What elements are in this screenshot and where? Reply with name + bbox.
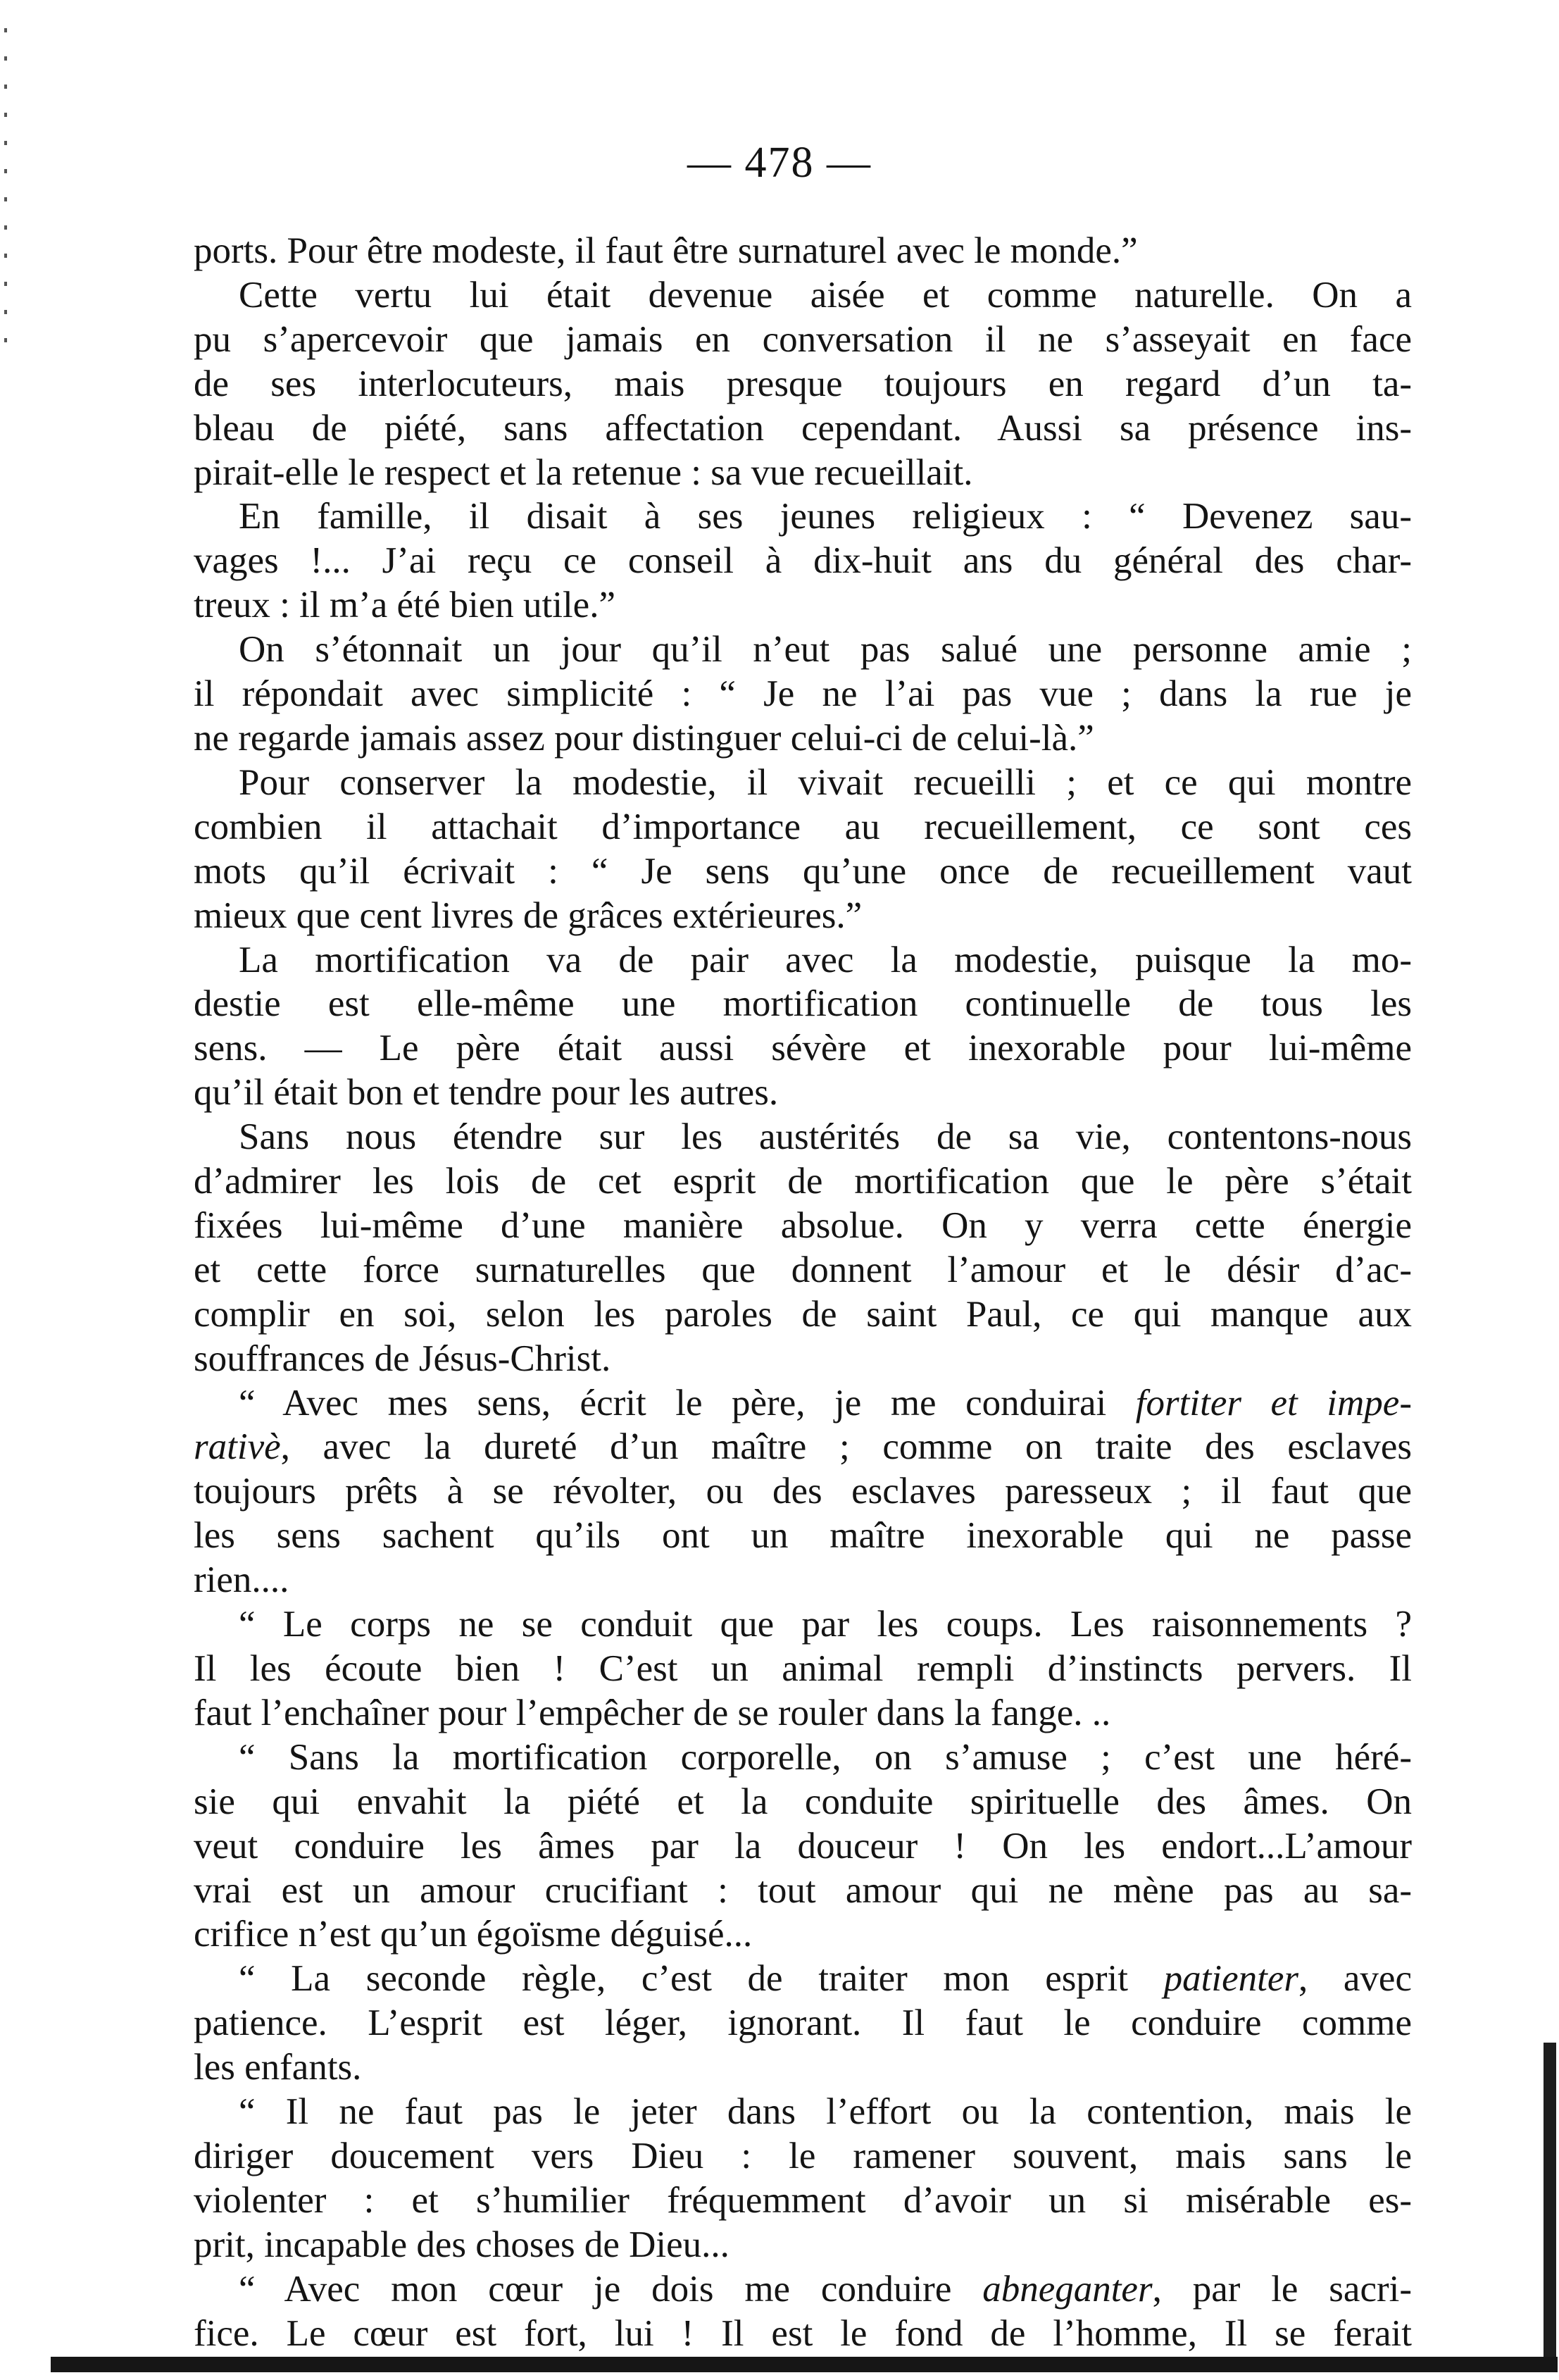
text-line bbox=[194, 849, 1412, 894]
text-segment: veut conduire les âmes par la douceur ! On les endort...L’amour bbox=[194, 1825, 1412, 1867]
text-line bbox=[194, 805, 1412, 849]
text-segment: sie qui envahit la piété et la conduite spirituelle des âmes. On bbox=[194, 1781, 1412, 1822]
text-segment: “ Avec mes sens, écrit le père, je me conduirai bbox=[239, 1382, 1136, 1423]
text-line bbox=[194, 716, 1412, 761]
text-segment: vages !... J’ai reçu ce conseil à dix-huit ans du général des char- bbox=[194, 540, 1412, 582]
text-line bbox=[194, 1071, 1412, 1115]
text-segment: combien il attachait d’importance au recueillement, ce sont ces bbox=[194, 806, 1412, 847]
text-segment: “ Sans la mortification corporelle, on s’amuse ; c’est une héré- bbox=[239, 1736, 1412, 1778]
text-line bbox=[194, 583, 1412, 628]
text-segment: “ Il ne faut pas le jeter dans l’effort ou la contention, mais le bbox=[239, 2091, 1412, 2133]
text-segment: Sans nous étendre sur les austérités de sa vie, contentons-nous bbox=[239, 1116, 1412, 1158]
text-segment: Pour conserver la modestie, il vivait recueilli ; et ce qui montre bbox=[239, 761, 1412, 803]
text-line bbox=[194, 1957, 1412, 2001]
text-segment: ne regarde jamais assez pour distinguer celui-ci de celui-là.” bbox=[194, 717, 1094, 759]
text-segment: La mortification va de pair avec la modestie, puisque la mo- bbox=[239, 939, 1412, 980]
text-line bbox=[194, 1736, 1412, 1780]
scan-right-edge bbox=[1544, 2043, 1556, 2363]
text-segment: crifice n’est qu’un égoïsme déguisé... bbox=[194, 1914, 753, 1955]
text-segment: treux : il m’a été bien utile.” bbox=[194, 585, 615, 626]
text-segment: bleau de piété, sans affectation cependant. Aussi sa présence ins- bbox=[194, 407, 1412, 449]
text-line bbox=[194, 938, 1412, 983]
italic-latin-term: abneganter bbox=[982, 2268, 1153, 2310]
text-line bbox=[194, 894, 1412, 938]
text-line bbox=[194, 1647, 1412, 1691]
text-segment: mieux que cent livres de grâces extérieures.” bbox=[194, 895, 863, 936]
text-segment: On s’étonnait un jour qu’il n’eut pas salué une personne amie ; bbox=[239, 629, 1412, 671]
text-segment: fixées lui-même d’une manière absolue. On y verra cette énergie bbox=[194, 1204, 1412, 1246]
text-line bbox=[194, 2267, 1412, 2312]
text-line bbox=[194, 229, 1412, 273]
text-line bbox=[194, 318, 1412, 362]
text-segment: patience. L’esprit est léger, ignorant. Il faut le conduire comme bbox=[194, 2002, 1412, 2044]
italic-latin-term: fortiter et impe- bbox=[1135, 1382, 1412, 1423]
text-line bbox=[194, 761, 1412, 805]
text-line bbox=[194, 2134, 1412, 2179]
text-segment: violenter : et s’humilier fréquemment d’avoir un si misérable es- bbox=[194, 2179, 1412, 2221]
text-line bbox=[194, 451, 1412, 495]
text-line bbox=[194, 362, 1412, 406]
text-line bbox=[194, 1337, 1412, 1381]
text-line bbox=[194, 982, 1412, 1026]
page-number: — 478 — bbox=[687, 139, 872, 187]
text-segment: pirait-elle le respect et la retenue : sa vue recueillait. bbox=[194, 451, 973, 493]
text-line bbox=[194, 1292, 1412, 1337]
text-segment: d’admirer les lois de cet esprit de mortification que le père s’était bbox=[194, 1161, 1412, 1202]
text-line bbox=[194, 1824, 1412, 1869]
italic-latin-term: rativè bbox=[194, 1426, 281, 1468]
text-line bbox=[194, 1691, 1412, 1736]
italic-latin-term: patienter bbox=[1163, 1958, 1299, 2000]
text-segment: pu s’apercevoir que jamais en conversation il ne s’asseyait en face bbox=[194, 318, 1412, 360]
text-segment: fice. Le cœur est fort, lui ! Il est le fond de l’homme, Il se ferait bbox=[194, 2312, 1412, 2354]
text-segment: mots qu’il écrivait : “ Je sens qu’une once de recueillement vaut bbox=[194, 850, 1412, 892]
text-segment: il répondait avec simplicité : “ Je ne l’ai pas vue ; dans la rue je bbox=[194, 673, 1412, 715]
text-line bbox=[194, 1558, 1412, 1602]
text-segment: “ La seconde règle, c’est de traiter mon esprit bbox=[239, 1958, 1164, 2000]
text-line bbox=[194, 1381, 1412, 1426]
text-line bbox=[194, 406, 1412, 451]
text-segment: qu’il était bon et tendre pour les autres. bbox=[194, 1072, 779, 1114]
text-line bbox=[194, 672, 1412, 716]
text-line bbox=[194, 1248, 1412, 1292]
text-segment: et cette force surnaturelles que donnent l’amour et le désir d’ac- bbox=[194, 1249, 1412, 1290]
body-text bbox=[194, 229, 1412, 2356]
text-segment: de ses interlocuteurs, mais presque toujours en regard d’un ta- bbox=[194, 363, 1412, 404]
text-line bbox=[194, 1514, 1412, 1558]
text-segment: vrai est un amour crucifiant : tout amour qui ne mène pas au sa- bbox=[194, 1869, 1412, 1911]
text-segment: , avec la dureté d’un maître ; comme on traite des esclaves bbox=[280, 1426, 1412, 1468]
text-segment: souffrances de Jésus-Christ. bbox=[194, 1338, 611, 1379]
text-segment: les sens sachent qu’ils ont un maître inexorable qui ne passe bbox=[194, 1515, 1412, 1557]
text-segment: , par le sacri- bbox=[1152, 2268, 1412, 2310]
text-line bbox=[194, 1869, 1412, 1913]
text-line bbox=[194, 539, 1412, 583]
text-segment: Il les écoute bien ! C’est un animal rempli d’instincts pervers. Il bbox=[194, 1648, 1412, 1689]
text-line bbox=[194, 1115, 1412, 1159]
scan-bottom-edge bbox=[51, 2357, 1558, 2372]
text-segment: rien.... bbox=[194, 1559, 289, 1601]
text-line bbox=[194, 1026, 1412, 1071]
text-segment: les enfants. bbox=[194, 2047, 362, 2088]
text-segment: Cette vertu lui était devenue aisée et comme naturelle. On a bbox=[239, 274, 1412, 316]
text-segment: prit, incapable des choses de Dieu... bbox=[194, 2224, 730, 2265]
text-line bbox=[194, 1204, 1412, 1248]
text-segment: toujours prêts à se révolter, ou des esclaves paresseux ; il faut que bbox=[194, 1471, 1412, 1512]
text-line bbox=[194, 273, 1412, 318]
text-line bbox=[194, 2090, 1412, 2134]
text-segment: ports. Pour être modeste, il faut être surnaturel avec le monde.” bbox=[194, 230, 1138, 271]
text-line bbox=[194, 494, 1412, 539]
text-line bbox=[194, 1469, 1412, 1514]
text-line bbox=[194, 1602, 1412, 1647]
text-segment: diriger doucement vers Dieu : le ramener souvent, mais sans le bbox=[194, 2135, 1412, 2176]
text-segment: “ Avec mon cœur je dois me conduire bbox=[239, 2268, 983, 2310]
text-segment: sens. — Le père était aussi sévère et inexorable pour lui-même bbox=[194, 1028, 1412, 1069]
text-line bbox=[194, 2312, 1412, 2356]
text-line bbox=[194, 2045, 1412, 2090]
text-segment: faut l’enchaîner pour l’empêcher de se rouler dans la fange. .. bbox=[194, 1692, 1111, 1733]
text-line bbox=[194, 1425, 1412, 1469]
text-line bbox=[194, 1780, 1412, 1824]
text-line bbox=[194, 628, 1412, 672]
scan-edge-marks bbox=[4, 28, 7, 345]
text-segment: , avec bbox=[1298, 1958, 1412, 2000]
text-line bbox=[194, 1912, 1412, 1957]
text-line bbox=[194, 2179, 1412, 2223]
text-segment: complir en soi, selon les paroles de saint Paul, ce qui manque aux bbox=[194, 1293, 1412, 1335]
text-line bbox=[194, 2223, 1412, 2267]
text-segment: “ Le corps ne se conduit que par les coups. Les raisonnements ? bbox=[239, 1604, 1412, 1645]
text-segment: En famille, il disait à ses jeunes religieux : “ Devenez sau- bbox=[239, 496, 1412, 537]
text-segment: destie est elle-même une mortification continuelle de tous les bbox=[194, 983, 1412, 1025]
text-line bbox=[194, 2001, 1412, 2045]
text-line bbox=[194, 1159, 1412, 1204]
